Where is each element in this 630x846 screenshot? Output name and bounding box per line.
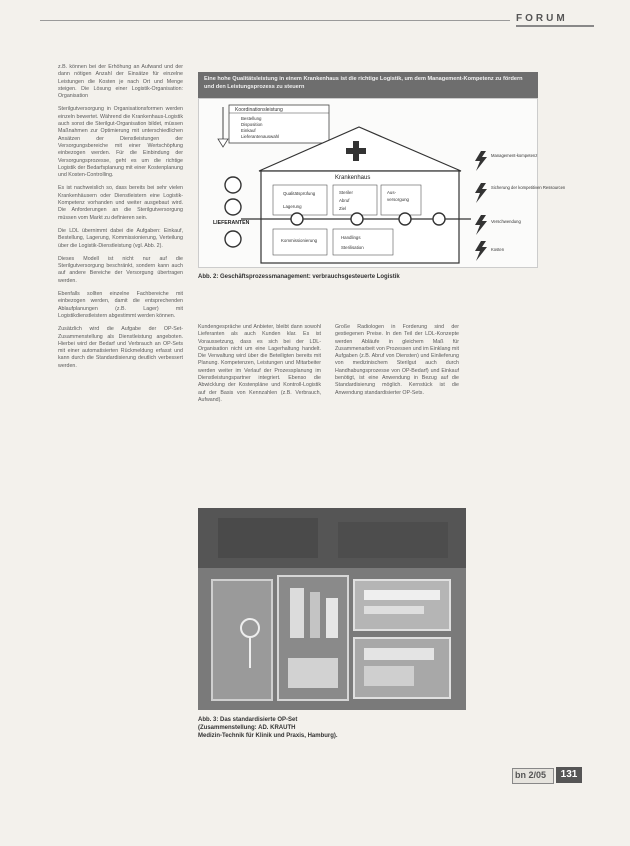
paragraph: Große Radiologen in Forderung sind der gestiegenen Preise. In den Teil der LDL-Konzepte werden Abläufe in gleichem Maß für Zusammenarbeit von Prozessen und im Einklang mit Aufgaben (z.B. Abruf von Diensten) und Einlieferung von medizinischem Sterilgut auch durch Handhabungsprozesse von OP-Bedarf) und Einkauf benötigt, ist eine Anwendung in Bezug auf die Standardisierung möglich. Kernstück ist die Anwendung standardisierter OP-Sets. [335, 324, 459, 396]
header-rule [40, 20, 510, 21]
caption-line: Abb. 3: Das standardisierte OP-Set [198, 717, 298, 723]
diagram-svg [199, 99, 566, 267]
house-item: Sterilisation [341, 245, 364, 250]
section-title: FORUM [516, 13, 568, 24]
house-item: Ziel [339, 206, 347, 211]
text-column-middle [198, 324, 321, 484]
paragraph: Sterilgutversorgung in Organisationsformen werden einzeln bewertet. Während die Krankenhaus-Logistik auch sonst die Sterilgut-Organisation bildet, müssen Maßnahmen zur Optimierung mit unterschiedlichen Ansätzen der Dienstleistungen der Versorgungsbereiche mit einer Wertschöpfung einbezogen werden. Für die Einbindung der Versorgungsprozesse, geht es um die richtige Logistik der Bedarfsplanung mit einer Kostenplanung und Kosten-Controlling. [58, 106, 183, 179]
right-label: Sicherung der kompetitiven Ressourcen [491, 185, 566, 190]
coordination-item: Einkauf [241, 128, 256, 133]
logistics-diagram [198, 72, 566, 268]
caption-line: Medizin-Technik für Klinik und Praxis, Hamburg). [198, 733, 338, 739]
house-label: Krankenhaus [335, 175, 371, 181]
house-item: Aus- [387, 190, 397, 195]
right-label: Kosten [491, 247, 505, 252]
right-label: Verschwendung [491, 219, 521, 224]
house-item: versorgung [387, 197, 409, 202]
photo-svg [198, 508, 466, 710]
paragraph: Ebenfalls sollten einzelne Fachbereiche mit einbezogen werden, damit die entsprechenden Ablaufplanungen (z.B. Lager) mit Logistikdienstleistern abgestimmt werden können. [58, 291, 183, 319]
issue-label: bn 2/05 [515, 770, 547, 780]
house-item: Steriler [339, 190, 353, 195]
diagram-body [198, 98, 566, 268]
house-item: Kommissionierung [281, 238, 318, 243]
text-column-right [335, 324, 459, 484]
paragraph: z.B. können bei der Erhöhung an Aufwand und der dann nötigen Anzahl der Einsätze für einzelne Leistungen die Kosten je nach Ort und Menge steigen. Die Lösung einer Logistik-Organisation: Organisation [58, 64, 183, 100]
section-rule [516, 25, 594, 27]
paragraph: Zusätzlich wird die Aufgabe der OP-Set-Zusammenstellung als Dienstleistung angeboten. Hierbei wird der Bedarf und Verbrauch an OP-Sets mit einer automatisierten Rückmeldung erfasst und kann durch die Standardisierung deutlich verbessert werden. [58, 326, 183, 369]
house-item: Handlings [341, 235, 361, 240]
text-column-left [58, 64, 183, 809]
diagram-banner: Eine hohe Qualitätsleistung in einem Krankenhaus ist die richtige Logistik, um dem Management-Kompetenz zu fördern und den Leistungsprozess zu steuern [198, 72, 538, 98]
paragraph: Die LDL übernimmt dabei die Aufgaben: Einkauf, Bestellung, Lagerung, Kommissionierung, Verteilung über die Logistik-Dienstleistung (vgl. Abb. 2). [58, 227, 183, 249]
house-item: Lagerung [283, 204, 302, 209]
house-item: Qualitätsprüfung [283, 191, 316, 196]
figure-caption: Abb. 2: Geschäftsprozessmanagement: verbrauchsgesteuerte Logistik [198, 274, 400, 280]
coordination-title: Koordinationsleistung [235, 107, 283, 113]
coordination-item: Lieferantenauswahl [241, 134, 280, 139]
down-arrow-icon [218, 139, 228, 147]
page-number: 131 [556, 767, 582, 783]
suppliers-label: LIEFERANTEN [213, 220, 250, 226]
right-label: Management-kompetenz [491, 153, 538, 158]
house-item: Abruf [339, 198, 350, 203]
coordination-item: Bestellung [241, 116, 262, 121]
paragraph: Kundengespräche und Anbieter, bleibt dann sowohl Lieferanten als auch Kunden klar. Es ist Voraussetzung, dass es sich bei der LDL-Organisation nicht um eine Lagerhaltung handelt. Die Verwaltung wird über die Beteiligten bereits mit Planung. Kompetenzen, Leistungen und Mitarbeiter werden weiter im Verlauf der Prozessplanung im Dienstleistungspartner integriert. Ebenso die Abwicklung der Kostenpläne und Kontroll-Logistik auf der Basis von Kennzahlen (z.B. Verbrauch, Aufwand). [198, 324, 321, 403]
paragraph: Dieses Modell ist nicht nur auf die Sterilgutversorgung beschränkt, sondern kann auch auf andere Bereiche der Versorgung übertragen werden. [58, 255, 183, 284]
lightning-icons [475, 151, 487, 261]
figure-caption-3 [198, 716, 428, 740]
caption-line: (Zusammenstellung: AD. KRAUTH [198, 725, 296, 731]
paragraph: Es ist nachweislich so, dass bereits bei sehr vielen Krankenhäusern oder Dienstleistern eine Logistik-Kompetenz vorhanden und weiter ausgebaut wird. Die Anforderungen an die Sterilgutversorgung müssen vom Markt zu definieren sein. [58, 185, 183, 221]
op-set-photo [198, 508, 466, 710]
coordination-item: Disposition [241, 122, 263, 127]
